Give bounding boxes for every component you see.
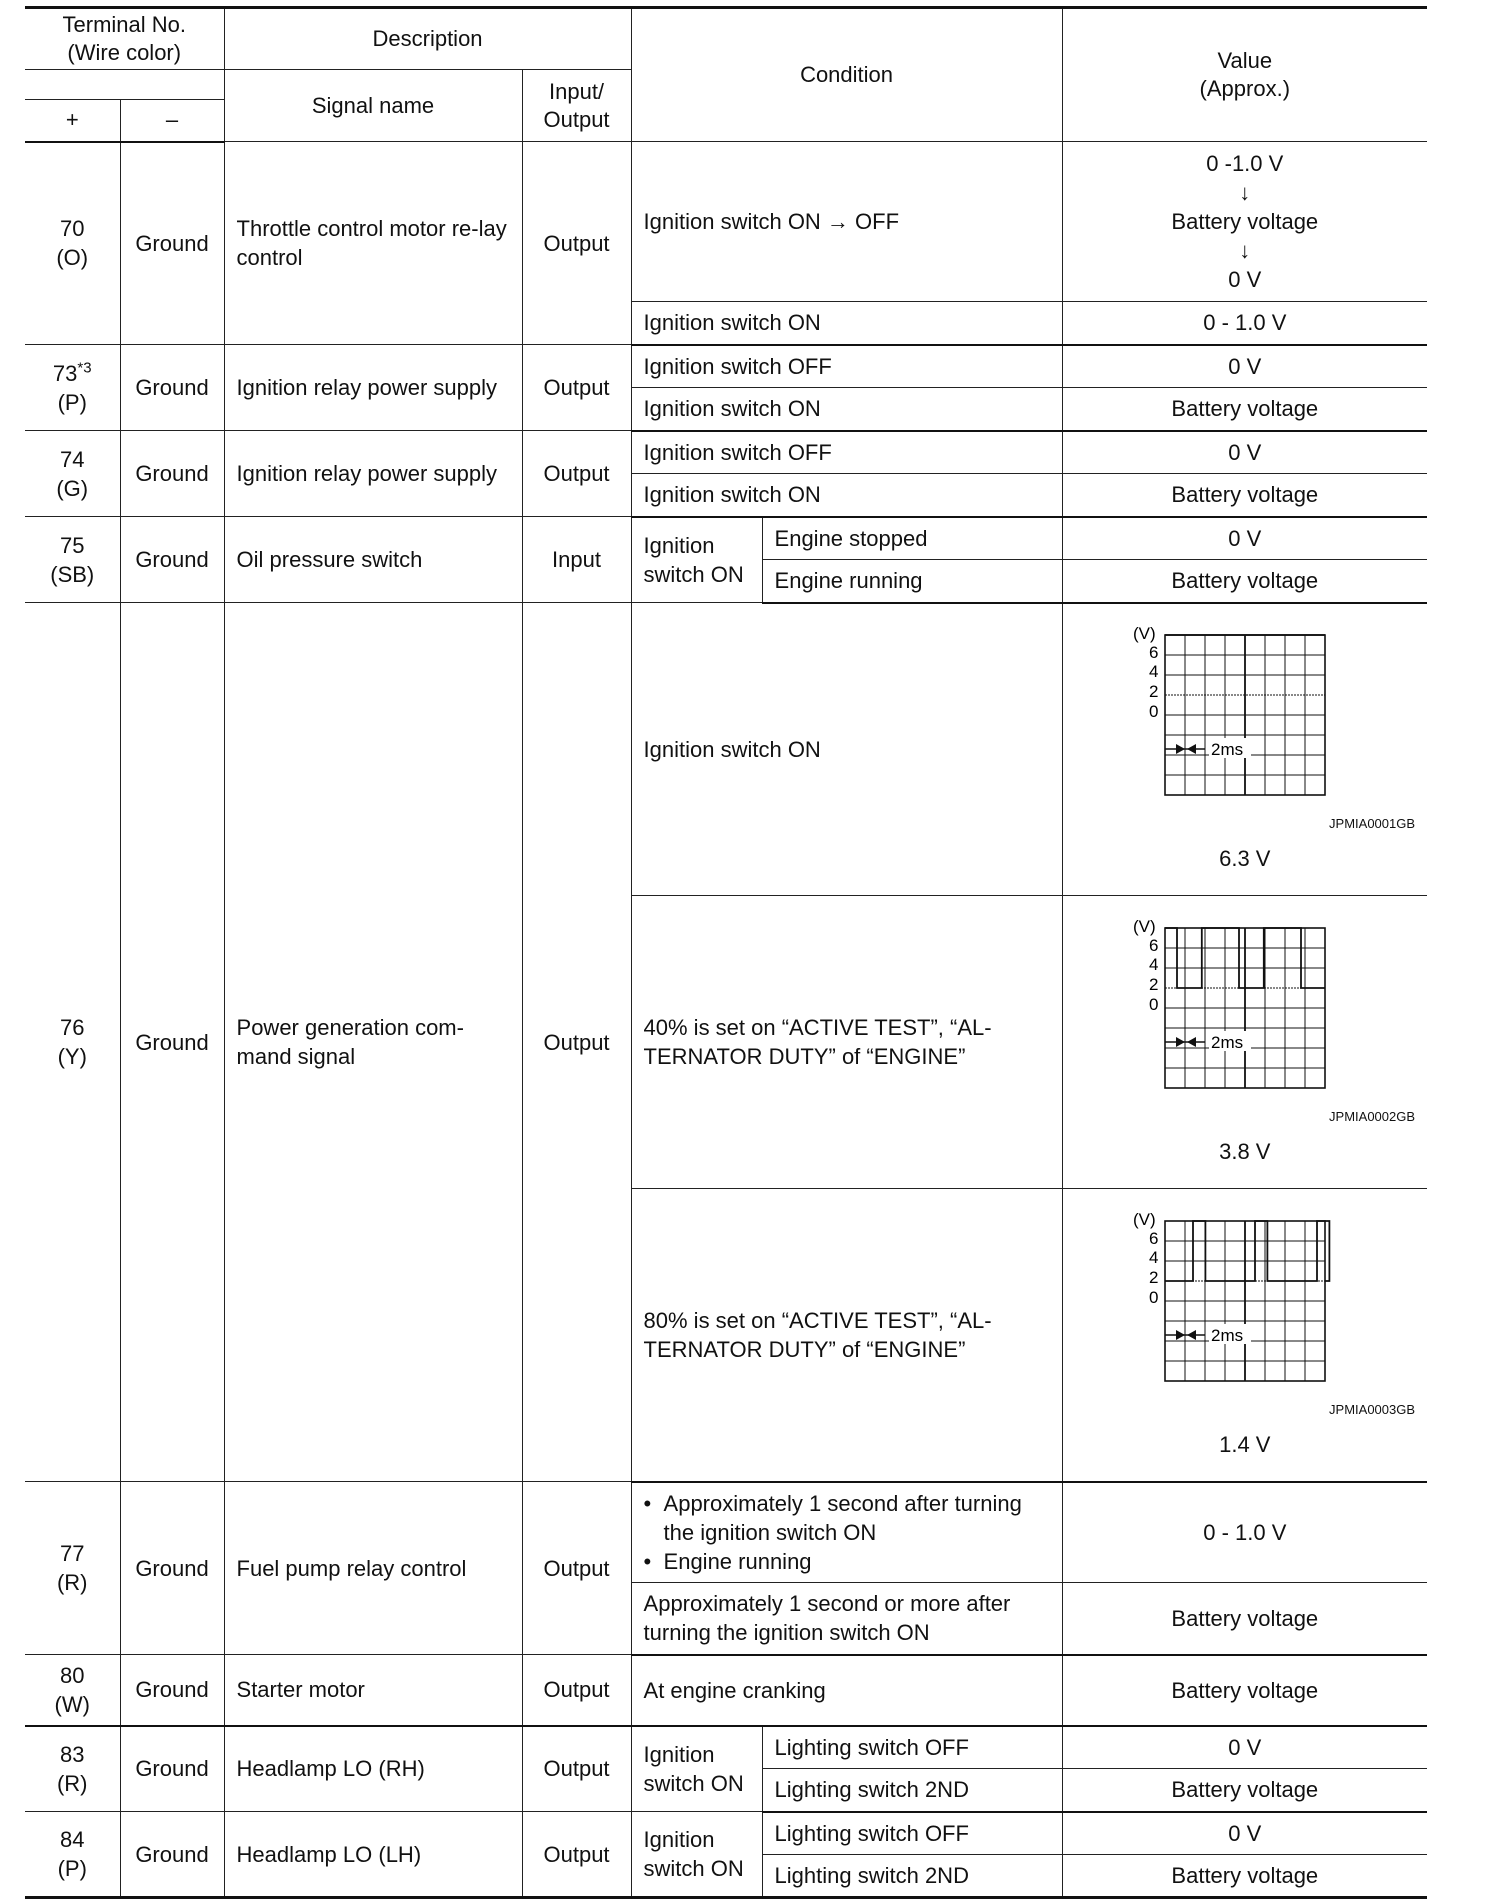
io-type: Output: [522, 603, 631, 1482]
terminal-number: 84: [60, 1827, 85, 1852]
terminal-75: [25, 517, 120, 603]
condition: Ignition switch ON: [631, 603, 1062, 896]
value: 1.4 V: [1219, 1431, 1271, 1457]
io-type: Output: [522, 431, 631, 517]
value: Battery voltage: [1062, 1855, 1427, 1898]
condition: Ignition switch ON: [631, 302, 1062, 345]
bullet-item: • Approximately 1 second after turning the ignition switch ON: [664, 1489, 1050, 1547]
figure-code: JPMIA0001GB: [1329, 816, 1416, 832]
signal-name: Headlamp LO (RH): [224, 1726, 522, 1812]
condition: Engine stopped: [762, 517, 1062, 560]
condition: 40% is set on “ACTIVE TEST”, “AL-TERNATOR DUTY” of “ENGINE”: [631, 896, 1062, 1189]
value: Battery voltage: [1062, 1655, 1427, 1726]
terminal-number: 70: [60, 216, 85, 242]
condition-group: Ignition switch ON: [631, 1812, 762, 1898]
minus-terminal: Ground: [120, 603, 224, 1482]
condition: Ignition switch ON: [631, 388, 1062, 431]
io-type: Output: [522, 1482, 631, 1655]
value: [1062, 1189, 1427, 1482]
io-type: Output: [522, 142, 631, 345]
condition: Ignition switch OFF: [631, 345, 1062, 388]
scope-unit: (V): [1132, 1210, 1156, 1229]
minus-terminal: Ground: [120, 142, 224, 345]
terminal-76: [25, 603, 120, 1482]
arrow-left-icon: [1187, 1330, 1196, 1340]
waveform-chart: [1125, 1211, 1365, 1391]
signal-name: Ignition relay power supply: [224, 431, 522, 517]
scope-tick-label: 0: [1148, 1287, 1159, 1307]
value: Battery voltage: [1062, 1769, 1427, 1812]
scope-tick-label: 0: [1148, 702, 1159, 722]
arrow-down-icon: ↓: [1239, 180, 1251, 205]
value: [1062, 142, 1427, 302]
value: 3.8 V: [1219, 1139, 1271, 1164]
figure-code: JPMIA0002GB: [1329, 1109, 1416, 1124]
bullet-item: • Engine running: [664, 1547, 1050, 1576]
condition: Approximately 1 second or more after turning the ignition switch ON: [631, 1583, 1062, 1655]
terminal-number: 76: [60, 1015, 85, 1040]
condition: 80% is set on “ACTIVE TEST”, “AL-TERNATOR DUTY” of “ENGINE”: [631, 1189, 1062, 1482]
value: Battery voltage: [1062, 474, 1427, 517]
condition: Lighting switch OFF: [762, 1726, 1062, 1769]
condition: At engine cranking: [631, 1655, 1062, 1726]
time-division-label: 2ms: [1210, 1325, 1243, 1345]
signal-name: Headlamp LO (LH): [224, 1812, 522, 1898]
io-type: Output: [522, 1726, 631, 1812]
terminal-number: 80: [60, 1662, 85, 1688]
value: Battery voltage: [1062, 388, 1427, 431]
arrow-left-icon: [1187, 1037, 1196, 1047]
header-minus: –: [120, 100, 224, 142]
condition: Ignition switch ON: [631, 474, 1062, 517]
signal-name: Oil pressure switch: [224, 517, 522, 603]
scope-tick-label: 0: [1148, 995, 1159, 1014]
signal-name: Ignition relay power supply: [224, 345, 522, 431]
scope-unit: (V): [1132, 625, 1156, 644]
time-division-label: 2ms: [1210, 1033, 1243, 1052]
condition: Lighting switch 2ND: [762, 1855, 1062, 1898]
condition: Lighting switch 2ND: [762, 1769, 1062, 1812]
scope-unit: (V): [1132, 918, 1156, 936]
signal-name: Starter motor: [224, 1655, 522, 1726]
wire-color: (Y): [57, 1044, 87, 1069]
scope-tick-label: 4: [1148, 662, 1159, 682]
terminal-84: [25, 1812, 120, 1898]
value: 0 V: [1062, 1726, 1427, 1769]
value: [1062, 896, 1427, 1189]
signal-name: Throttle control motor re-lay control: [224, 142, 522, 345]
wire-color: (R): [56, 1570, 88, 1595]
minus-terminal: Ground: [120, 1726, 224, 1812]
wire-color: (P): [57, 1856, 87, 1881]
io-type: Output: [522, 1812, 631, 1898]
arrow-right-icon: [1176, 1330, 1185, 1340]
header-wire-color: (Wire color): [67, 40, 182, 65]
header-value-label: Value: [1217, 48, 1273, 73]
value: 0 V: [1062, 431, 1427, 474]
header-description: Description: [224, 8, 631, 70]
header-io-line2: Output: [543, 106, 610, 132]
minus-terminal: Ground: [120, 1812, 224, 1898]
header-terminal-label: Terminal No.: [62, 12, 186, 37]
terminal-77: [25, 1482, 120, 1655]
time-division-label: 2ms: [1210, 740, 1243, 760]
minus-terminal: Ground: [120, 431, 224, 517]
value: 0 V: [1062, 345, 1427, 388]
terminal-number: 73: [52, 360, 78, 386]
condition-group: Ignition switch ON: [631, 1726, 762, 1812]
header-value: [1062, 8, 1427, 142]
minus-terminal: Ground: [120, 1482, 224, 1655]
condition: Ignition switch ON → OFF: [631, 142, 1062, 302]
arrow-left-icon: [1187, 744, 1196, 754]
minus-terminal: Ground: [120, 345, 224, 431]
io-type: Output: [522, 345, 631, 431]
condition-bullets: [644, 1489, 1050, 1576]
header-plus: +: [25, 100, 120, 142]
header-signal-name: Signal name: [224, 70, 522, 142]
value-line: 0 V: [1228, 267, 1262, 292]
wire-color: (G): [56, 475, 89, 501]
scope-tick-label: 4: [1148, 955, 1159, 974]
condition: Lighting switch OFF: [762, 1812, 1062, 1855]
footnote-mark: *3: [77, 359, 92, 377]
header-value-approx: (Approx.): [1199, 76, 1291, 101]
value: 0 - 1.0 V: [1062, 302, 1427, 345]
arrow-right-icon: [1176, 744, 1185, 754]
waveform-chart: [1125, 918, 1365, 1098]
minus-terminal: Ground: [120, 517, 224, 603]
value-line: 0 -1.0 V: [1206, 151, 1284, 176]
terminal-74: [25, 431, 120, 517]
terminal-number: 83: [60, 1741, 85, 1767]
wire-color: (O): [56, 245, 89, 271]
arrow-down-icon: ↓: [1239, 238, 1251, 263]
signal-name: Fuel pump relay control: [224, 1482, 522, 1655]
terminal-80: [25, 1655, 120, 1726]
figure-code: JPMIA0003GB: [1329, 1401, 1416, 1417]
waveform-chart: [1125, 625, 1365, 805]
header-terminal-no: [25, 8, 224, 70]
header-io-line1: Input/: [549, 78, 605, 104]
terminal-73: [25, 345, 120, 431]
terminal-table-container: [25, 6, 1427, 1899]
scope-tick-label: 6: [1148, 643, 1159, 663]
condition: Ignition switch OFF: [631, 431, 1062, 474]
wire-color: (W): [54, 1691, 90, 1717]
value: 6.3 V: [1219, 846, 1271, 872]
value: [1062, 603, 1427, 896]
minus-terminal: Ground: [120, 1655, 224, 1726]
value-line: Battery voltage: [1171, 209, 1319, 234]
terminal-number: 74: [60, 446, 85, 472]
scope-tick-label: 2: [1148, 1267, 1159, 1287]
io-type: Output: [522, 1655, 631, 1726]
signal-name: Power generation com-mand signal: [224, 603, 522, 1482]
wire-color: (SB): [50, 561, 95, 587]
wire-color: (P): [57, 389, 87, 415]
value: 0 V: [1062, 517, 1427, 560]
terminal-number: 77: [60, 1541, 85, 1566]
terminal-number: 75: [60, 532, 85, 558]
header-io: [522, 70, 631, 142]
condition: Engine running: [762, 560, 1062, 603]
terminal-70: [25, 142, 120, 345]
scope-tick-label: 4: [1148, 1247, 1159, 1267]
value: Battery voltage: [1062, 1583, 1427, 1655]
terminal-83: [25, 1726, 120, 1812]
io-type: Input: [522, 517, 631, 603]
value: 0 - 1.0 V: [1062, 1482, 1427, 1583]
arrow-right-icon: [1176, 1037, 1185, 1047]
value: 0 V: [1062, 1812, 1427, 1855]
scope-tick-label: 6: [1148, 936, 1159, 955]
condition: [631, 1482, 1062, 1583]
scope-tick-label: 2: [1148, 975, 1159, 994]
ecm-terminal-table: [25, 6, 1427, 1899]
header-condition: Condition: [631, 8, 1062, 142]
value: Battery voltage: [1062, 560, 1427, 603]
scope-tick-label: 6: [1148, 1228, 1159, 1248]
wire-color: (R): [56, 1770, 88, 1796]
scope-tick-label: 2: [1148, 682, 1159, 702]
condition-group: Ignition switch ON: [631, 517, 762, 603]
